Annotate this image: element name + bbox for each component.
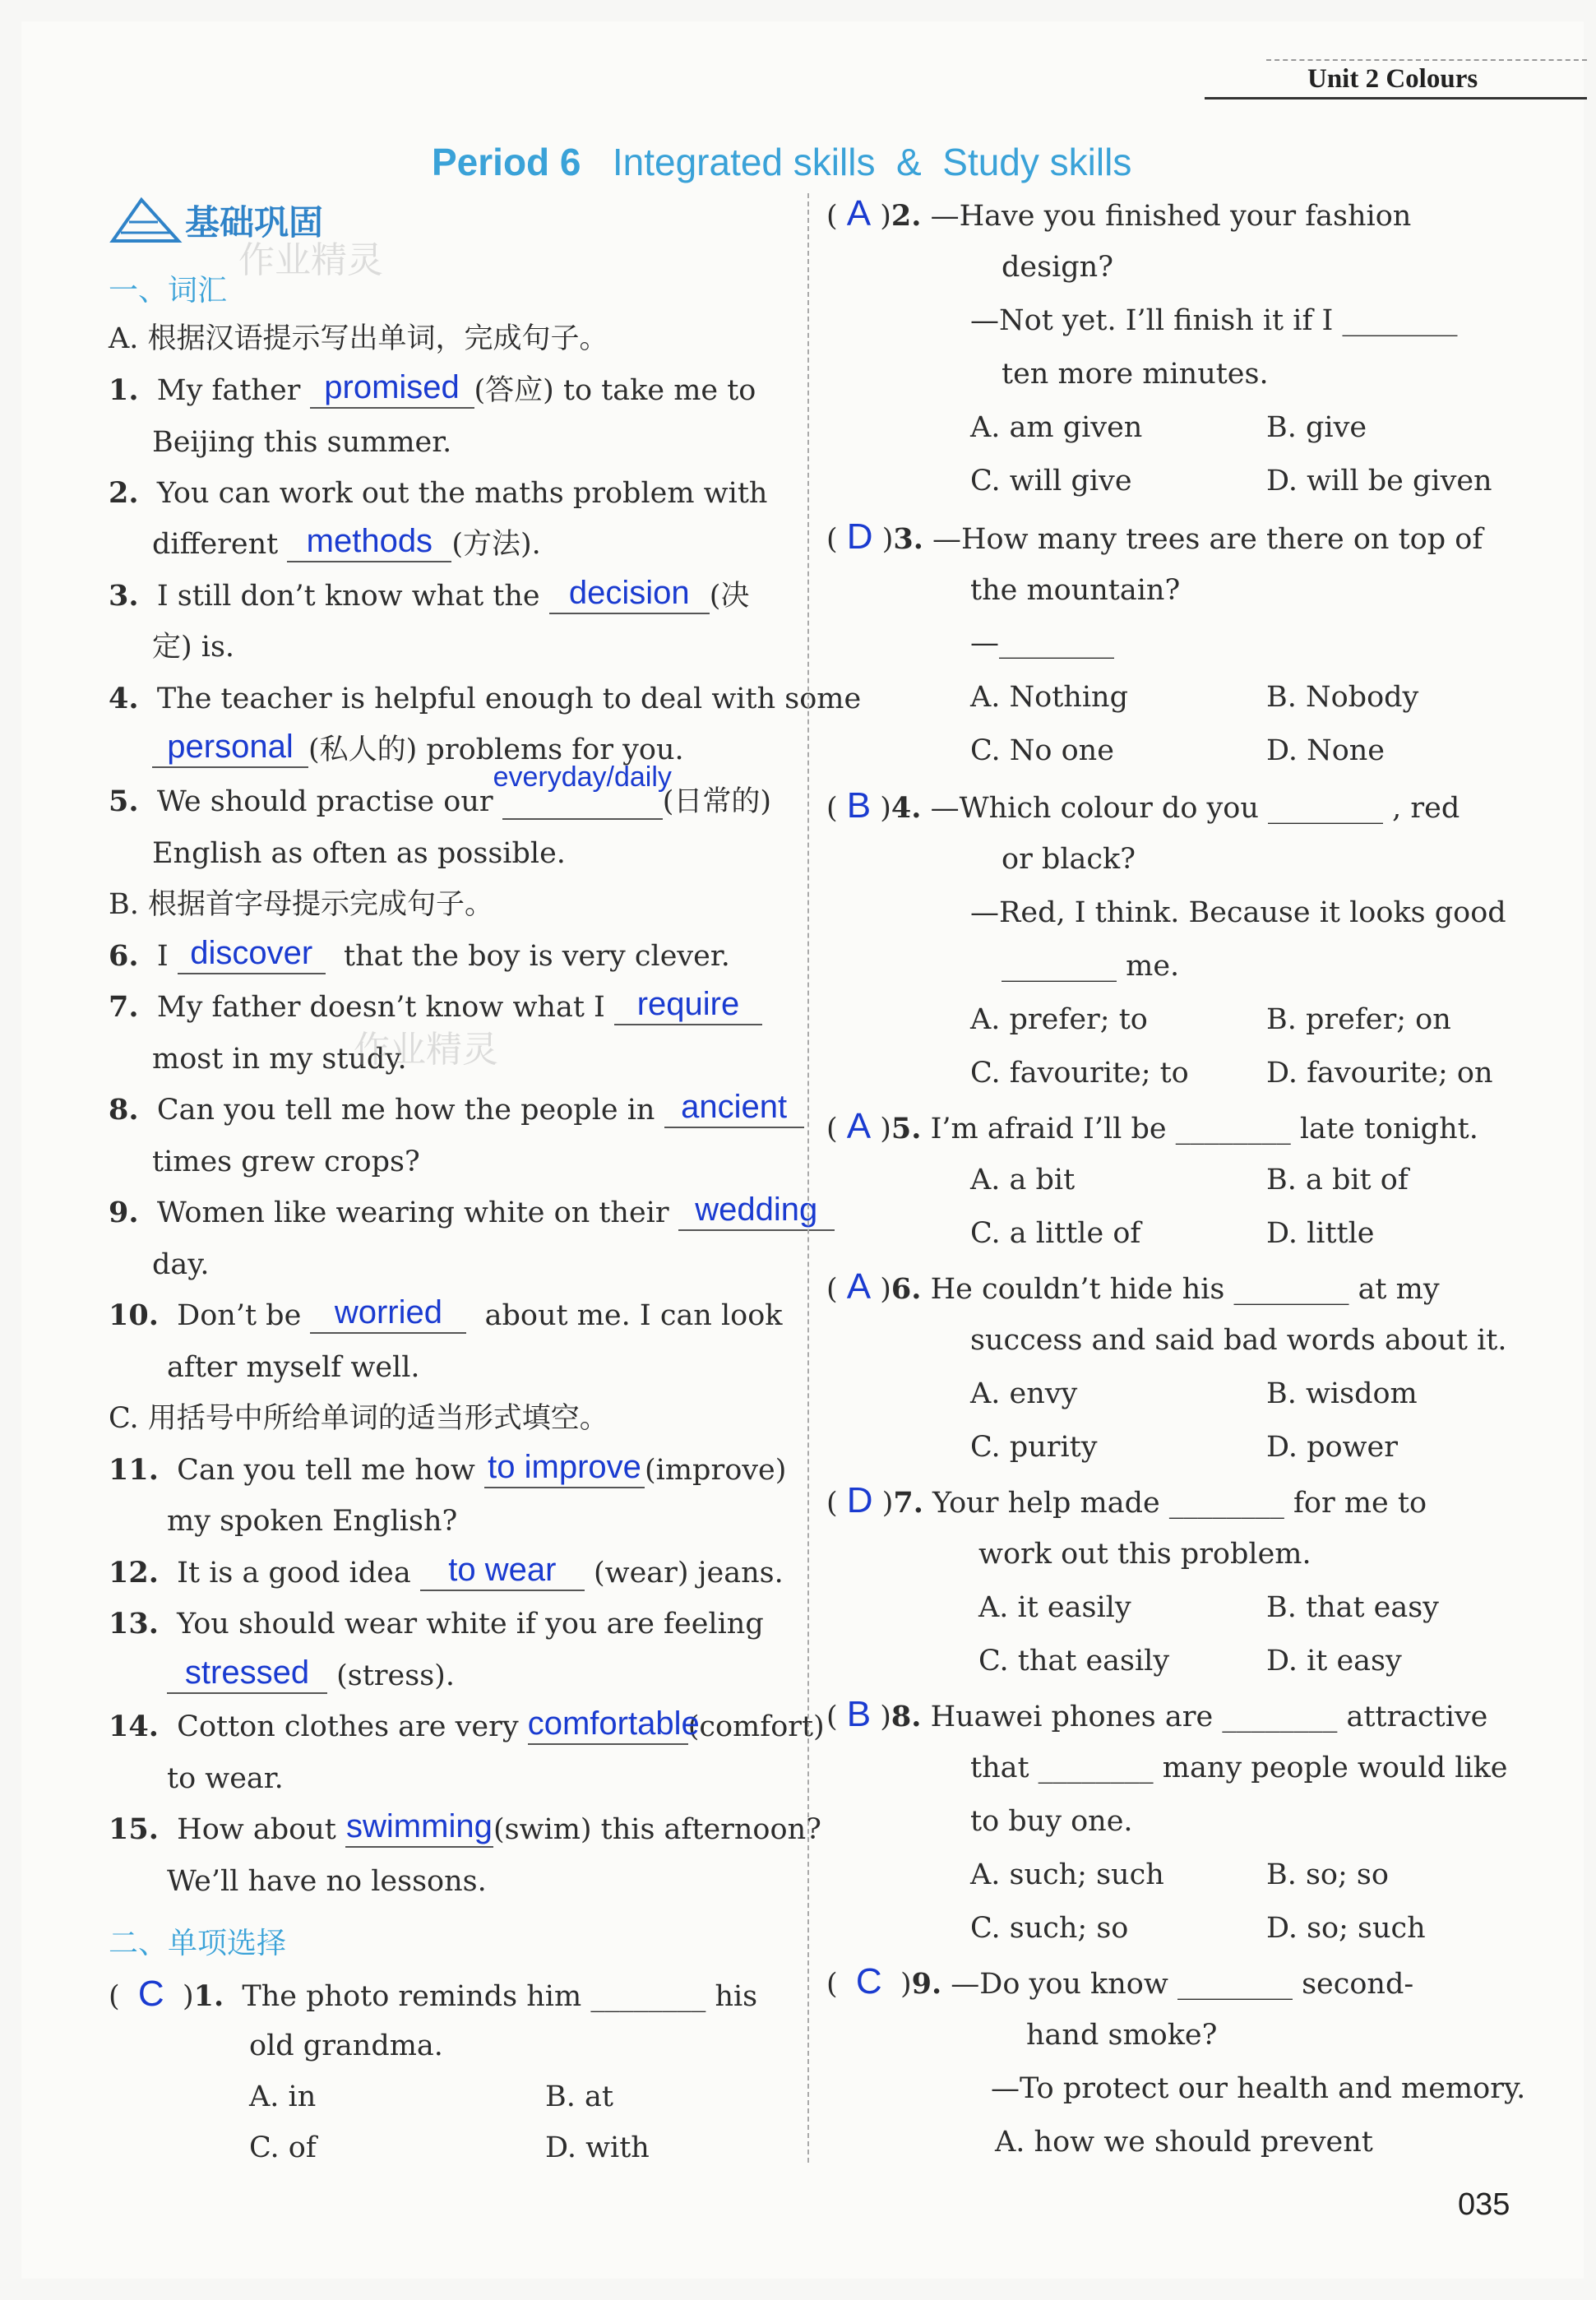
mc5-opt-b[interactable]: B. a bit of — [1266, 1164, 1409, 1196]
mc4-line2: or black? — [1002, 843, 1136, 876]
header-dash — [1266, 59, 1587, 61]
q14-line1: 14. Cotton clothes are very comfortable (comfort) — [109, 1705, 825, 1743]
part-c-instruction: C. 用括号中所给单词的适当形式填空。 — [109, 1402, 608, 1435]
q9-line1: 9. Women like wearing white on their wedding — [109, 1196, 835, 1231]
q4-line2: personal (私人的) problems for you. — [152, 734, 684, 768]
mc3-opt-a[interactable]: A. Nothing — [970, 681, 1128, 714]
mc1-line2: old grandma. — [249, 2029, 443, 2062]
mc6-opt-a[interactable]: A. envy — [970, 1377, 1078, 1410]
q13-line2: stressed (stress). — [167, 1659, 455, 1694]
q8-blank[interactable]: ancient — [664, 1094, 804, 1128]
mc7-opt-a[interactable]: A. it easily — [978, 1591, 1131, 1624]
mc1-opt-a[interactable]: A. in — [249, 2080, 317, 2113]
q2-blank[interactable]: methods — [287, 528, 451, 562]
page-number: 035 — [1458, 2187, 1510, 2222]
mc6-answer[interactable]: A — [846, 1266, 872, 1307]
mc2-line4: ten more minutes. — [1002, 358, 1269, 391]
q1-line2: Beijing this summer. — [152, 426, 452, 459]
mc8-line1: ( B )8. Huawei phones are ________ attractive — [826, 1694, 1488, 1734]
mc4-opt-c[interactable]: C. favourite; to — [970, 1057, 1189, 1090]
q10-line2: after myself well. — [167, 1351, 420, 1384]
mc8-line3: to buy one. — [970, 1805, 1133, 1838]
mc8-opt-d[interactable]: D. so; such — [1266, 1912, 1426, 1945]
part-b-instruction: B. 根据首字母提示完成句子。 — [109, 888, 493, 921]
q8-line1: 8. Can you tell me how the people in ancient — [109, 1094, 804, 1128]
mc4-opt-b[interactable]: B. prefer; on — [1266, 1003, 1451, 1036]
mc8-answer[interactable]: B — [846, 1694, 872, 1734]
mc7-line2: work out this problem. — [978, 1538, 1311, 1571]
q10-line1: 10. Don’t be worried about me. I can look — [109, 1294, 783, 1332]
q8-line2: times grew crops? — [152, 1145, 420, 1178]
mc5-opt-c[interactable]: C. a little of — [970, 1217, 1141, 1250]
unit-header: Unit 2 Colours — [1307, 64, 1478, 94]
q6-blank[interactable]: discover — [178, 940, 326, 974]
q6-line1: 6. I discover that the boy is very clever. — [109, 935, 730, 973]
q4-line1: 4. The teacher is helpful enough to deal with some — [109, 682, 862, 715]
mc9-opt-a[interactable]: A. how we should prevent — [995, 2126, 1373, 2159]
q3-line2: 定) is. — [152, 631, 235, 664]
mc5-line1: ( A )5. I’m afraid I’ll be ________ late tonight. — [826, 1106, 1478, 1146]
mc7-opt-b[interactable]: B. that easy — [1266, 1591, 1439, 1624]
page-title — [432, 140, 1131, 184]
mc2-line3: —Not yet. I’ll finish it if I ________ — [970, 304, 1458, 337]
mc7-answer[interactable]: D — [846, 1480, 873, 1520]
q12-line1: 12. It is a good idea to wear (wear) jeans. — [109, 1552, 784, 1590]
q14-line2: to wear. — [167, 1762, 284, 1795]
mc7-opt-c[interactable]: C. that easily — [978, 1645, 1170, 1678]
part-a-instruction: A. 根据汉语提示写出单词，完成句子。 — [109, 322, 608, 355]
mc6-opt-b[interactable]: B. wisdom — [1266, 1377, 1418, 1410]
q11-blank[interactable]: to improve — [484, 1454, 645, 1488]
q11-line1: 11. Can you tell me how to improve (improve) — [109, 1449, 787, 1487]
mc9-line2: hand smoke? — [1026, 2019, 1218, 2052]
mc2-opt-b[interactable]: B. give — [1266, 411, 1367, 444]
mc3-opt-c[interactable]: C. No one — [970, 734, 1114, 767]
q13-line1: 13. You should wear white if you are feeling — [109, 1607, 764, 1641]
mc2-line1: ( A )2. —Have you finished your fashion — [826, 193, 1412, 234]
q5-line1: 5. We should practise our everyday/daily (日常的) — [109, 761, 772, 818]
mc3-line3: —________ — [970, 627, 1114, 659]
q2-line2: different methods (方法). — [152, 523, 541, 561]
q14-blank[interactable]: comfortable — [528, 1710, 688, 1745]
ruler-triangle-icon — [109, 196, 183, 245]
mc3-opt-b[interactable]: B. Nobody — [1266, 681, 1419, 714]
topic-label: Integrated skills & Study skills — [612, 141, 1132, 183]
mc2-line2: design? — [1002, 251, 1113, 284]
mc3-line1: ( D )3. —How many trees are there on top of — [826, 516, 1483, 557]
mc1-line1: ( C )1. The photo reminds him ________ his — [109, 1974, 758, 2014]
q7-line1: 7. My father doesn’t know what I require — [109, 991, 762, 1025]
q4-blank[interactable]: personal — [152, 734, 308, 768]
mc3-opt-d[interactable]: D. None — [1266, 734, 1386, 767]
q15-line2: We’ll have no lessons. — [167, 1865, 487, 1898]
q7-line2: most in my study. — [152, 1043, 407, 1076]
mc8-line2: that ________ many people would like — [970, 1752, 1508, 1784]
mc1-opt-b[interactable]: B. at — [545, 2080, 613, 2113]
section-mc: 二、单项选择 — [109, 1927, 287, 1960]
mc2-opt-d[interactable]: D. will be given — [1266, 465, 1492, 497]
header-rule — [1205, 97, 1587, 99]
mc4-opt-a[interactable]: A. prefer; to — [970, 1003, 1148, 1036]
q3-line1: 3. I still don’t know what the decision (决 — [109, 575, 750, 613]
column-divider — [807, 193, 809, 2163]
period-label: Period 6 — [432, 141, 581, 183]
mc8-opt-c[interactable]: C. such; so — [970, 1912, 1129, 1945]
q12-blank[interactable]: to wear — [420, 1557, 585, 1591]
q2-line1: 2. You can work out the maths problem with — [109, 476, 768, 510]
mc7-line1: ( D )7. Your help made ________ for me to — [826, 1480, 1427, 1520]
mc4-line3: —Red, I think. Because it looks good — [970, 896, 1506, 929]
mc1-opt-c[interactable]: C. of — [249, 2131, 317, 2164]
q15-blank[interactable]: swimming — [345, 1813, 493, 1848]
mc4-line1: ( B )4. —Which colour do you ________ , red — [826, 785, 1460, 826]
mc4-line4: ________ me. — [1002, 950, 1180, 983]
section-badge: 基础巩固 — [185, 202, 324, 243]
mc9-answer[interactable]: C — [855, 1961, 882, 2002]
q15-line1: 15. How about swimming (swim) this afternoon? — [109, 1808, 821, 1846]
q3-blank[interactable]: decision — [549, 580, 710, 614]
mc1-answer[interactable]: C — [137, 1974, 164, 2014]
mc5-answer[interactable]: A — [846, 1106, 872, 1146]
mc2-answer[interactable]: A — [846, 193, 872, 234]
mc8-opt-b[interactable]: B. so; so — [1266, 1858, 1389, 1891]
watermark-2: 作业精灵 — [354, 1029, 498, 1071]
q9-line2: day. — [152, 1248, 210, 1281]
mc9-line1: ( C )9. —Do you know ________ second- — [826, 1961, 1414, 2002]
q5-blank[interactable]: everyday/daily — [502, 785, 663, 820]
mc2-opt-a[interactable]: A. am given — [970, 411, 1143, 444]
q13-blank[interactable]: stressed — [167, 1659, 327, 1694]
q10-blank[interactable]: worried — [310, 1299, 466, 1334]
mc2-opt-c[interactable]: C. will give — [970, 465, 1132, 497]
q9-blank[interactable]: wedding — [678, 1196, 835, 1231]
mc3-answer[interactable]: D — [846, 516, 873, 557]
mc5-opt-a[interactable]: A. a bit — [970, 1164, 1076, 1196]
mc7-opt-d[interactable]: D. it easy — [1266, 1645, 1402, 1678]
q1-blank[interactable]: promised — [310, 374, 474, 409]
q11-line2: my spoken English? — [167, 1505, 458, 1538]
mc4-answer[interactable]: B — [846, 785, 872, 826]
mc5-opt-d[interactable]: D. little — [1266, 1217, 1375, 1250]
section-vocab: 一、词汇 — [109, 274, 228, 308]
mc6-line1: ( A )6. He couldn’t hide his ________ at my — [826, 1266, 1440, 1307]
mc9-line3: —To protect our health and memory. — [991, 2072, 1526, 2105]
q5-line2: English as often as possible. — [152, 837, 566, 870]
mc6-line2: success and said bad words about it. — [970, 1324, 1507, 1357]
mc1-opt-d[interactable]: D. with — [545, 2131, 650, 2164]
mc6-opt-c[interactable]: C. purity — [970, 1431, 1098, 1464]
watermark: 作业精灵 — [238, 239, 383, 281]
mc4-opt-d[interactable]: D. favourite; on — [1266, 1057, 1493, 1090]
q7-blank[interactable]: require — [614, 991, 762, 1025]
mc3-line2: the mountain? — [970, 574, 1181, 607]
q1-line1: 1. My father promised (答应) to take me to — [109, 369, 756, 407]
mc8-opt-a[interactable]: A. such; such — [970, 1858, 1164, 1891]
mc6-opt-d[interactable]: D. power — [1266, 1431, 1398, 1464]
